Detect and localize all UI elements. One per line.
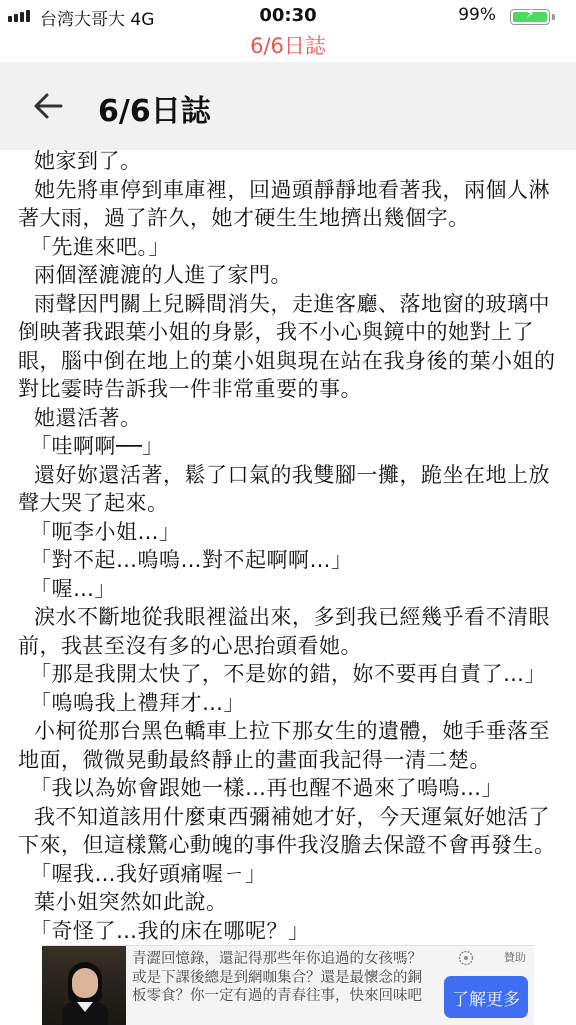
article-paragraph: 淚水不斷地從我眼裡溢出來，多到我已經幾乎看不清眼前，我甚至沒有多的心思抬頭看她。 <box>18 605 550 658</box>
learn-more-button[interactable]: 了解更多 <box>444 976 528 1018</box>
carrier-label: 台湾大哥大 4G <box>40 10 155 30</box>
article-paragraph: 葉小姐突然如此說。 <box>34 890 228 914</box>
battery-percent: 99% <box>458 5 496 25</box>
article-paragraph: 「那是我開太快了，不是妳的錯，妳不要再自責了…」 <box>30 662 546 686</box>
app-header <box>0 62 576 150</box>
ad-banner[interactable] <box>42 945 534 1025</box>
article-paragraph: 「奇怪了…我的床在哪呢？」 <box>30 918 310 942</box>
article-paragraph: 還好妳還活著，鬆了口氣的我雙腳一攤，跪坐在地上放聲大哭了起來。 <box>18 462 550 515</box>
clock: 00:30 <box>259 5 317 26</box>
article-paragraph: 「對不起…嗚嗚…對不起啊啊…」 <box>30 548 353 572</box>
article-paragraph: 「喔…」 <box>30 576 116 601</box>
article-paragraph: 她家到了。 <box>34 149 142 173</box>
article-paragraph: 雨聲因門關上兒瞬間消失，走進客廳、落地窗的玻璃中倒映著我跟葉小姐的身影，我不小心與鏡中的她對上了眼，腦中倒在地上的葉小姐與現在站在我身後的葉小姐的對比霎時告訴我一件非常重要的事。 <box>18 291 556 401</box>
ad-thumbnail-image[interactable] <box>42 946 126 1025</box>
article-body <box>18 147 558 942</box>
arrow-left-icon[interactable] <box>28 86 68 126</box>
article-paragraph: 「喔我…我好頭痛喔ㄧ」 <box>30 861 267 886</box>
article-paragraph: 「先進來吧。」 <box>30 234 170 259</box>
status-bar <box>0 0 576 58</box>
article-paragraph: 「呃李小姐…」 <box>30 519 181 544</box>
article-paragraph: 小柯從那台黑色轎車上拉下那女生的遺體，她手垂落至地面，微微晃動最終靜止的畫面我記得一清二楚。 <box>18 719 550 772</box>
battery-icon: ⚡ <box>510 9 550 25</box>
article-paragraph: 她先將車停到車庫裡，回過頭靜靜地看著我，兩個人淋著大雨，過了許久，她才硬生生地擠出幾個字。 <box>18 177 550 230</box>
article-paragraph: 「哇啊啊──」 <box>30 434 164 458</box>
article-paragraph: 她還活著。 <box>34 405 142 430</box>
ad-text[interactable]: 青澀回憶錄，還記得那些年你追過的女孩嗎？或是下課後總是到網咖集合？還是最懷念的銅板零食？你一定有過的青春往事，快來回味吧 <box>132 951 422 1004</box>
article-paragraph: 兩個溼漉漉的人進了家門。 <box>34 263 292 287</box>
page-subtitle: 6/6日誌 <box>250 34 326 58</box>
article-paragraph: 我不知道該用什麼東西彌補她才好，今天運氣好她活了下來，但這樣驚心動魄的事件我沒膽去保證不會再發生。 <box>18 804 556 857</box>
ad-info-icon[interactable] <box>458 950 474 966</box>
article-paragraph: 「我以為妳會跟她一樣…再也醒不過來了嗚嗚…」 <box>30 776 503 800</box>
article-paragraph: 「嗚嗚我上禮拜才…」 <box>30 690 245 715</box>
ad-sponsor-label: 贊助 <box>504 951 526 964</box>
page-title: 6/6日誌 <box>98 94 211 129</box>
battery-cap <box>552 14 555 20</box>
